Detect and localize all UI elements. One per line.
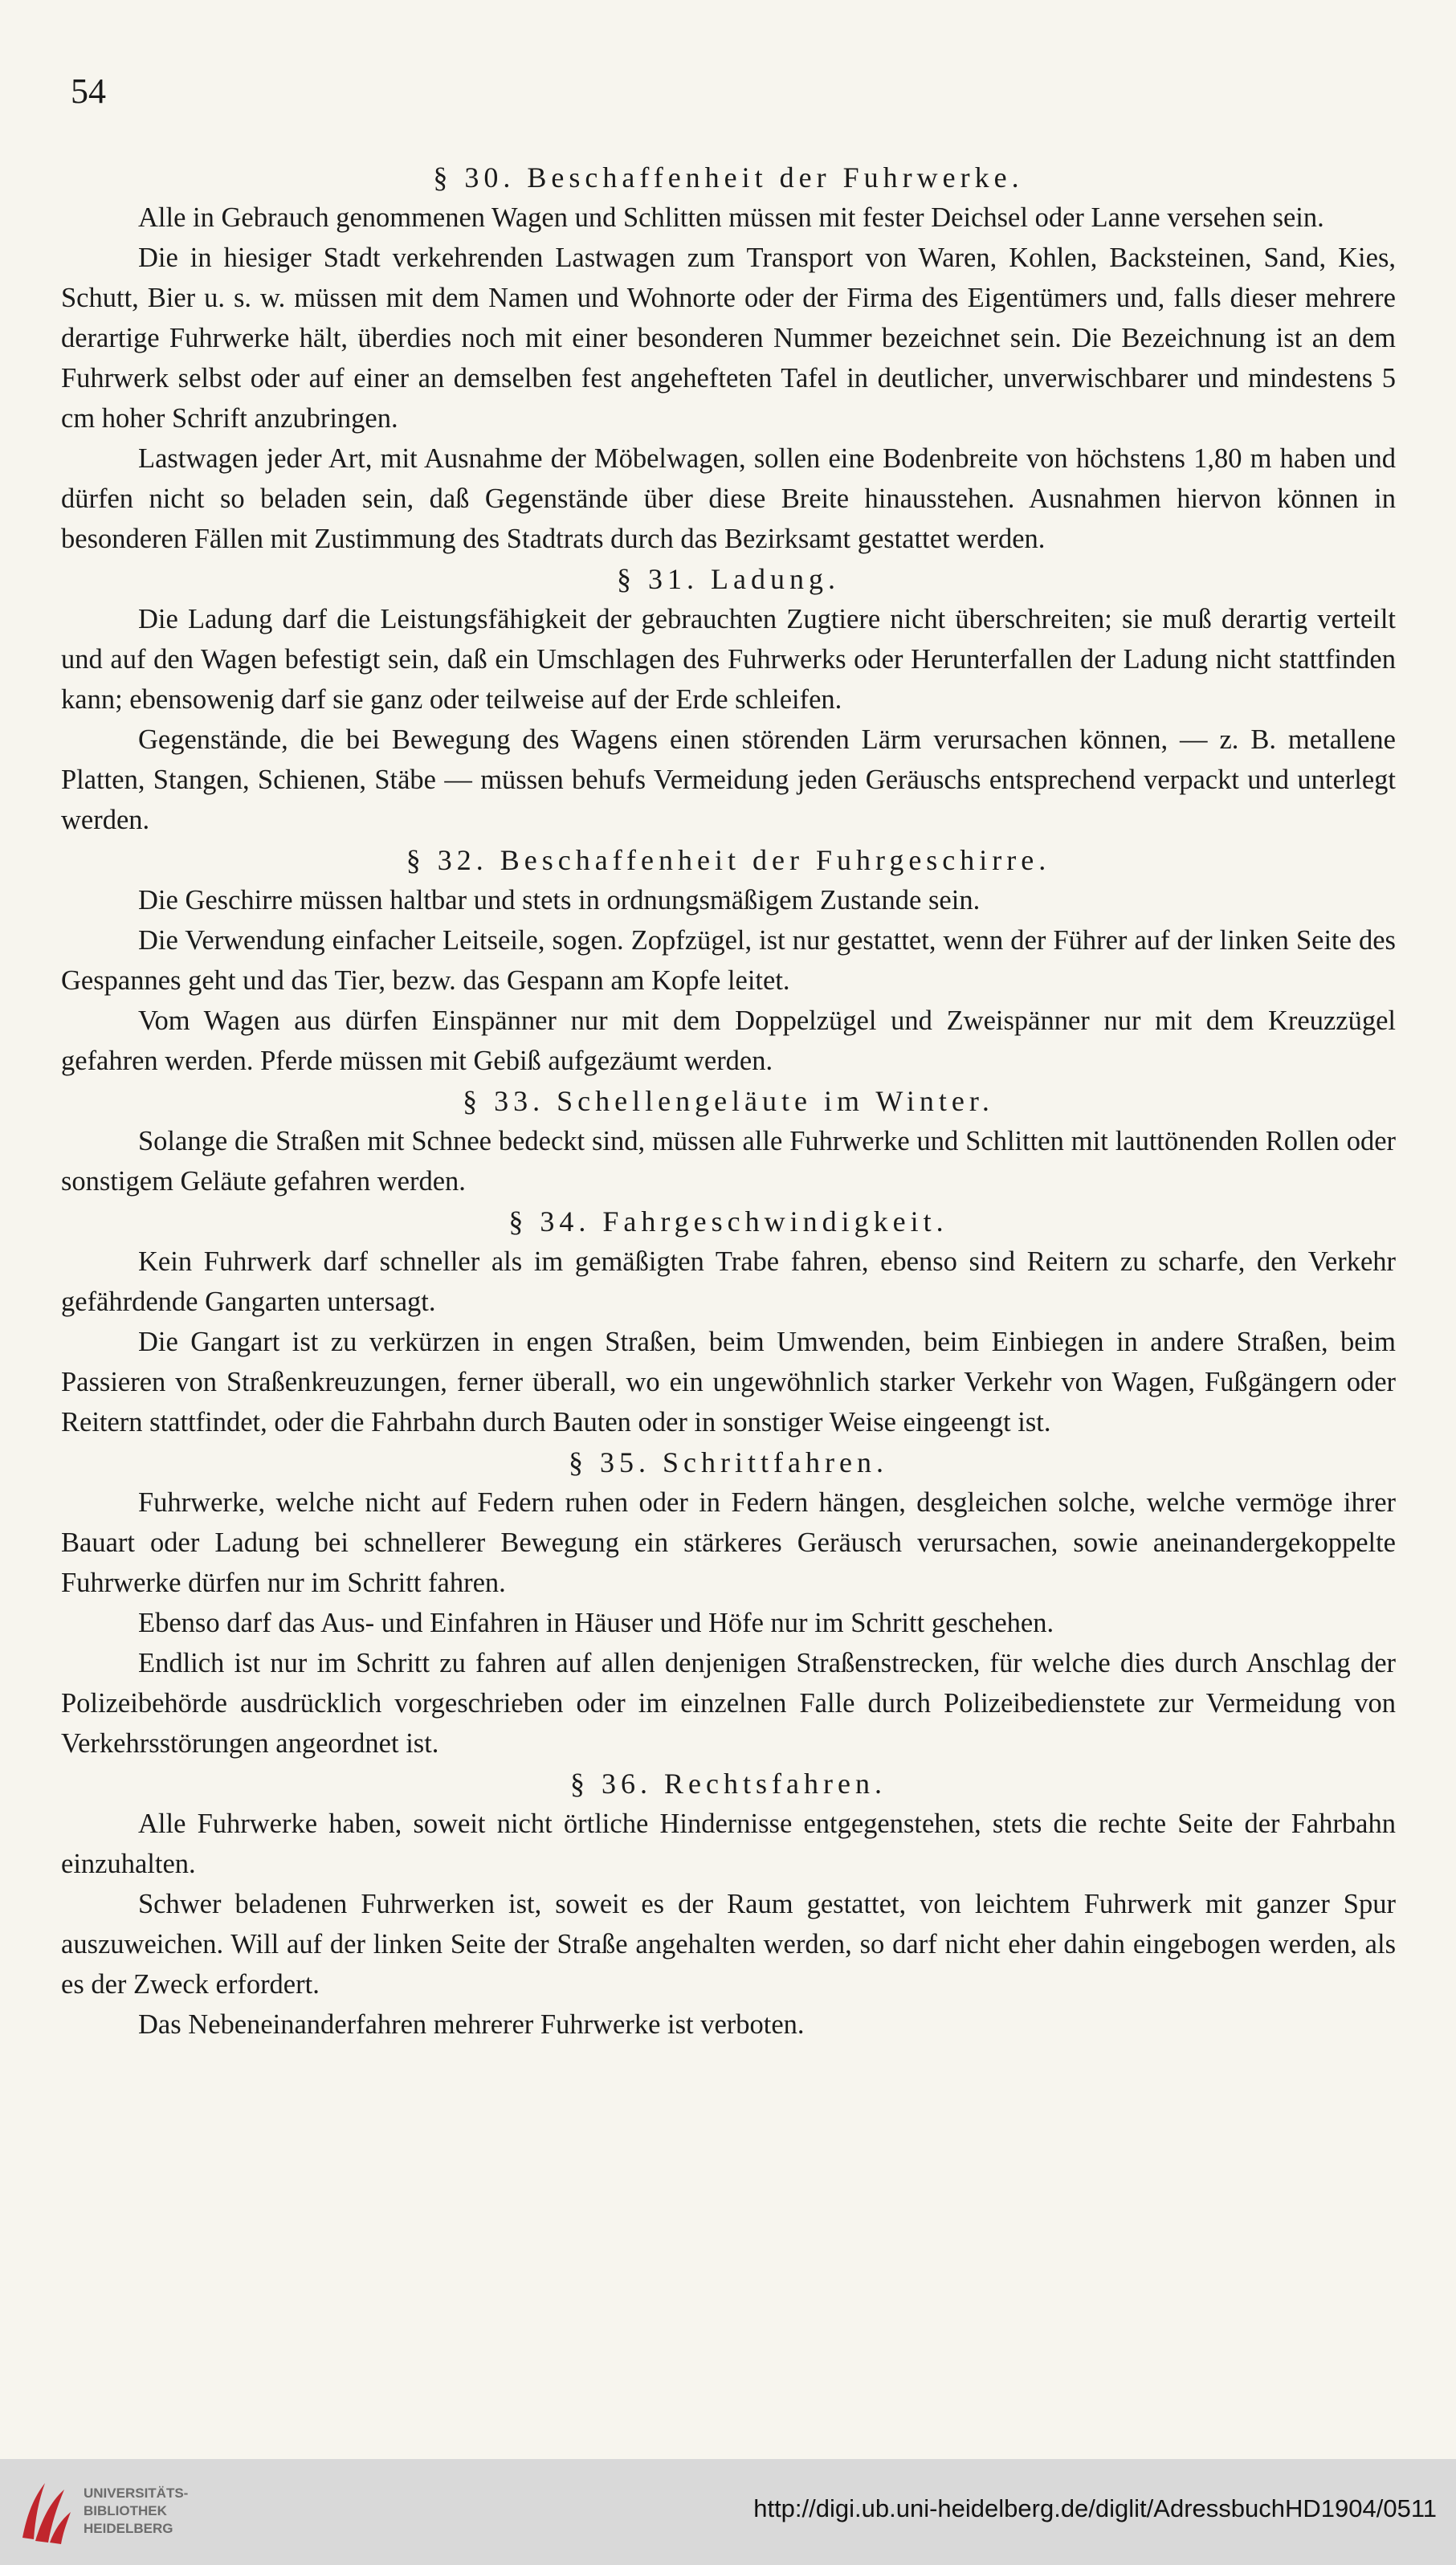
paragraph: Lastwagen jeder Art, mit Ausnahme der Möbelwagen, sollen eine Bodenbreite von höchstens 1,80 m haben und dürfen nicht so beladen sein, daß Gegenstände über diese Breite hinausstehen. Ausnahmen hiervon können in besonderen Fällen mit Zustimmung des Stadtrats durch das Bezirksamt gestattet werden.	[61, 443, 1396, 554]
university-library-logo-icon	[14, 2473, 75, 2551]
footer-bar	[0, 2459, 1456, 2565]
paragraph: Die in hiesiger Stadt verkehrenden Lastwagen zum Transport von Waren, Kohlen, Backsteinen, Sand, Kies, Schutt, Bier u. s. w. müssen mit dem Namen und Wohnorte oder der Firma des Eigentümers und, falls dieser mehrere derartige Fuhrwerke hält, überdies noch mit einer besonderen Nummer bezeichnet sein. Die Bezeichnung ist an dem Fuhrwerk selbst oder auf einer an demselben fest angehefteten Tafel in deutlicher, unverwischbarer und mindestens 5 cm hoher Schrift anzubringen.	[61, 243, 1396, 434]
paragraph: Solange die Straßen mit Schnee bedeckt sind, müssen alle Fuhrwerke und Schlitten mit lauttönenden Rollen oder sonstigem Geläute gefahren werden.	[61, 1126, 1396, 1197]
paragraph: Gegenstände, die bei Bewegung des Wagens einen störenden Lärm verursachen können, — z. B. metallene Platten, Stangen, Schienen, Stäbe — müssen behufs Vermeidung jeden Geräuschs entsprechend verpackt und unterlegt werden.	[61, 724, 1396, 835]
page-number: 54	[71, 71, 106, 111]
section-title-32: § 32. Beschaffenheit der Fuhrgeschirre.	[406, 844, 1051, 876]
paragraph: Das Nebeneinanderfahren mehrerer Fuhrwerke ist verboten.	[138, 2009, 805, 2040]
library-name-line: HEIDELBERG	[84, 2521, 173, 2536]
paragraph: Die Verwendung einfacher Leitseile, sogen. Zopfzügel, ist nur gestattet, wenn der Führer auf der linken Seite des Gespannes geht und das Tier, bezw. das Gespann am Kopfe leitet.	[61, 925, 1396, 996]
paragraph: Alle in Gebrauch genommenen Wagen und Schlitten müssen mit fester Deichsel oder Lanne versehen sein.	[138, 202, 1324, 233]
paragraph: Die Ladung darf die Leistungsfähigkeit der gebrauchten Zugtiere nicht überschreiten; sie muß derartig verteilt und auf den Wagen befestigt sein, daß ein Umschlagen des Fuhrwerks oder Herunterfallen der Ladung nicht stattfinden kann; ebensowenig darf sie ganz oder teilweise auf der Erde schleifen.	[61, 604, 1396, 715]
section-title-30: § 30. Beschaffenheit der Fuhrwerke.	[433, 161, 1024, 194]
paragraph: Fuhrwerke, welche nicht auf Federn ruhen oder in Federn hängen, desgleichen solche, welche vermöge ihrer Bauart oder Ladung bei schnellerer Bewegung ein stärkeres Geräusch verursachen, sowie aneinandergekoppelte Fuhrwerke dürfen nur im Schritt fahren.	[61, 1487, 1396, 1598]
source-url-link[interactable]: http://digi.ub.uni-heidelberg.de/diglit/AdressbuchHD1904/0511	[753, 2494, 1437, 2522]
library-name-line: BIBLIOTHEK	[84, 2503, 167, 2518]
paragraph: Vom Wagen aus dürfen Einspänner nur mit dem Doppelzügel und Zweispänner nur mit dem Kreuzzügel gefahren werden. Pferde müssen mit Gebiß aufgezäumt werden.	[61, 1005, 1396, 1076]
paragraph: Ebenso darf das Aus- und Einfahren in Häuser und Höfe nur im Schritt geschehen.	[138, 1608, 1054, 1638]
paragraph: Alle Fuhrwerke haben, soweit nicht örtliche Hindernisse entgegenstehen, stets die rechte Seite der Fahrbahn einzuhalten.	[61, 1809, 1396, 1879]
library-name	[84, 2485, 188, 2538]
section-title-35: § 35. Schrittfahren.	[569, 1446, 888, 1478]
library-name-line: UNIVERSITÄTS-	[84, 2485, 189, 2501]
section-title-33: § 33. Schellengeläute im Winter.	[463, 1085, 994, 1117]
paragraph: Schwer beladenen Fuhrwerken ist, soweit es der Raum gestattet, von leichtem Fuhrwerk mit ganzer Spur auszuweichen. Will auf der linken Seite der Straße angehalten werden, so darf nicht eher dahin eingebogen werden, als es der Zweck erfordert.	[61, 1889, 1396, 2000]
paragraph: Endlich ist nur im Schritt zu fahren auf allen denjenigen Straßenstrecken, für welche dies durch Anschlag der Polizeibehörde ausdrücklich vorgeschrieben oder im einzelnen Falle durch Polizeibedienstete zur Vermeidung von Verkehrsstörungen angeordnet ist.	[61, 1648, 1396, 1759]
paragraph: Kein Fuhrwerk darf schneller als im gemäßigten Trabe fahren, ebenso sind Reitern zu scharfe, den Verkehr gefährdende Gangarten untersagt.	[61, 1246, 1396, 1317]
section-title-31: § 31. Ladung.	[617, 563, 840, 595]
page-body	[61, 157, 1396, 2045]
section-title-36: § 36. Rechtsfahren.	[570, 1768, 887, 1800]
paragraph: Die Geschirre müssen haltbar und stets in ordnungsmäßigem Zustande sein.	[138, 885, 981, 915]
paragraph: Die Gangart ist zu verkürzen in engen Straßen, beim Umwenden, beim Einbiegen in andere Straßen, beim Passieren von Straßenkreuzungen, ferner überall, wo ein ungewöhnlich starker Verkehr von Wagen, Fußgängern oder Reitern stattfindet, oder die Fahrbahn durch Bauten oder in sonstiger Weise eingeengt ist.	[61, 1327, 1396, 1437]
section-title-34: § 34. Fahrgeschwindigkeit.	[508, 1205, 948, 1238]
